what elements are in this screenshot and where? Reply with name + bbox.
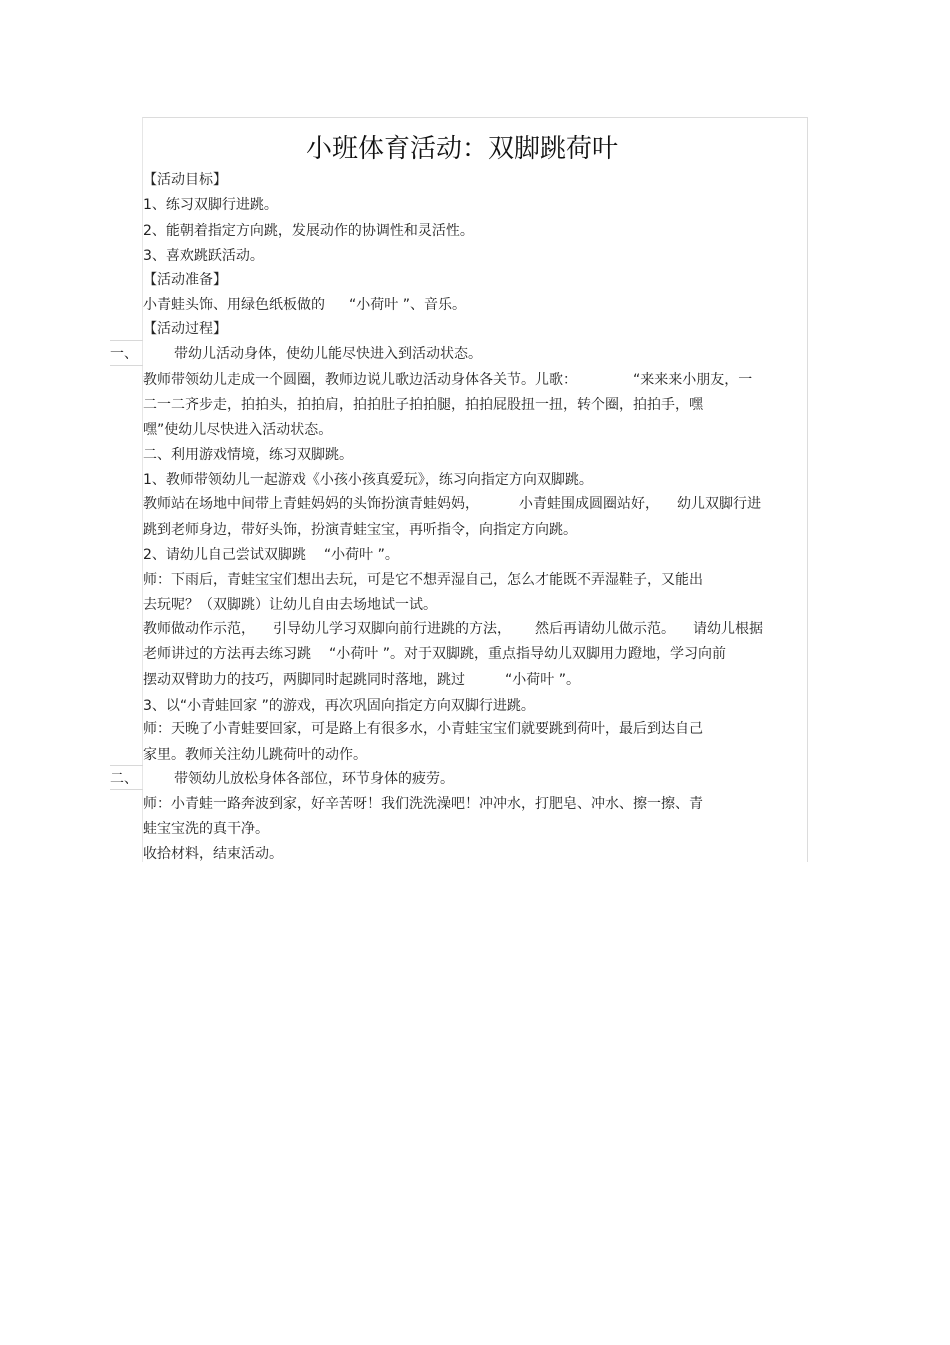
paragraph-line: 教师做动作示范， 引导幼儿学习双脚向前行进跳的方法， 然后再请幼儿做示范。 请幼儿根据: [143, 621, 763, 637]
list-item: 3、以“小青蛙回家 ”的游戏，再次巩固向指定方向双脚行进跳。: [143, 698, 535, 714]
process-header: 【活动过程】: [143, 321, 227, 337]
goal-item: 3、喜欢跳跃活动。: [143, 248, 264, 264]
paragraph-line: 教师站在场地中间带上青蛙妈妈的头饰扮演青蛙妈妈， 小青蛙围成圆圈站好， 幼儿双脚行进: [143, 496, 761, 512]
paragraph-line: 嘿”使幼儿尽快进入活动状态。: [143, 422, 333, 438]
paragraph-line: 师：下雨后，青蛙宝宝们想出去玩，可是它不想弄湿自己，怎么才能既不弄湿鞋子，又能出: [143, 572, 703, 588]
paragraph-line: 蛙宝宝洗的真干净。: [143, 821, 269, 837]
paragraph-line: 家里。教师关注幼儿跳荷叶的动作。: [143, 747, 367, 763]
paragraph-line: 跳到老师身边，带好头饰，扮演青蛙宝宝，再听指令，向指定方向跳。: [143, 522, 577, 538]
paragraph-line: 收拾材料，结束活动。: [143, 846, 283, 862]
step-number: 一、: [110, 346, 138, 362]
paragraph-line: 二一二齐步走，拍拍头，拍拍肩，拍拍肚子拍拍腿，拍拍屁股扭一扭，转个圈，拍拍手，嘿: [143, 397, 703, 413]
step-number: 二、: [110, 771, 138, 787]
divider: [110, 340, 143, 341]
divider: [110, 789, 143, 790]
list-item: 1、教师带领幼儿一起游戏《小孩小孩真爱玩》，练习向指定方向双脚跳。: [143, 472, 593, 488]
paragraph-line: 摆动双臂助力的技巧，两脚同时起跳同时落地，跳过 “小荷叶 ”。: [143, 672, 580, 688]
step-text: 带幼儿活动身体，使幼儿能尽快进入到活动状态。: [174, 346, 482, 362]
paragraph-line: 教师带领幼儿走成一个圆圈，教师边说儿歌边活动身体各关节。儿歌： “来来来小朋友，一: [143, 372, 753, 388]
goal-item: 2、能朝着指定方向跳，发展动作的协调性和灵活性。: [143, 223, 474, 239]
goals-header: 【活动目标】: [143, 172, 227, 188]
paragraph-line: 去玩呢？（双脚跳）让幼儿自由去场地试一试。: [143, 597, 437, 613]
page-title: 小班体育活动：双脚跳荷叶: [305, 134, 618, 164]
paragraph-line: 老师讲过的方法再去练习跳 “小荷叶 ”。对于双脚跳，重点指导幼儿双脚用力蹬地，学习向前: [143, 646, 726, 662]
divider: [110, 765, 143, 766]
divider: [110, 365, 143, 366]
list-item: 2、请幼儿自己尝试双脚跳 “小荷叶 ”。: [143, 547, 399, 563]
prep-text: 小青蛙头饰、用绿色纸板做的 “小荷叶 ”、音乐。: [143, 297, 466, 313]
goal-item: 1、练习双脚行进跳。: [143, 197, 278, 213]
prep-header: 【活动准备】: [143, 272, 227, 288]
paragraph-line: 师：小青蛙一路奔波到家，好辛苦呀！我们洗洗澡吧！冲冲水，打肥皂、冲水、擦一擦、青: [143, 796, 703, 812]
paragraph-line: 师：天晚了小青蛙要回家，可是路上有很多水，小青蛙宝宝们就要跳到荷叶，最后到达自己: [143, 721, 703, 737]
section-heading: 二、利用游戏情境，练习双脚跳。: [143, 447, 353, 463]
step-text: 带领幼儿放松身体各部位，环节身体的疲劳。: [174, 771, 454, 787]
